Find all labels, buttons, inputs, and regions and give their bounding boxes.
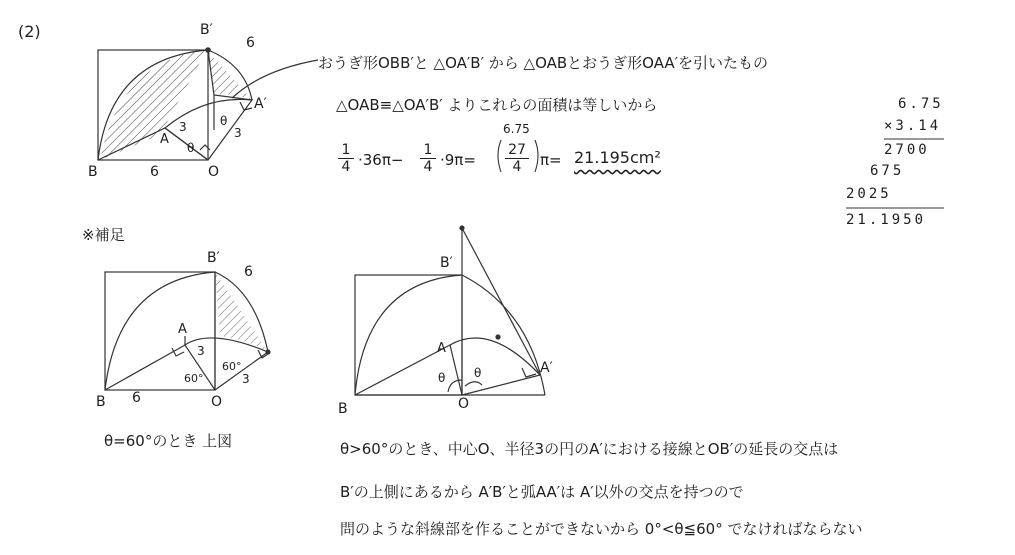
formula-frac1: [338, 142, 354, 175]
calc-line1: 6.75: [898, 96, 944, 112]
calc-line6: 21.1950: [846, 212, 927, 228]
frac2-num: 1: [420, 142, 436, 159]
br-label-theta-b: θ: [474, 366, 482, 380]
top-label-6-top: 6: [246, 35, 255, 51]
br-tangent-line: [462, 228, 540, 375]
bl-label-6-top: 6: [244, 264, 253, 280]
top-figure: [98, 48, 318, 160]
bl-label-6-bottom: 6: [132, 390, 141, 406]
top-label-A: A: [160, 132, 169, 147]
br-label-theta-a: θ: [438, 371, 446, 385]
top-label-Aprime: A′: [254, 96, 267, 112]
br-label-B: B: [338, 401, 348, 417]
formula-term3: π=: [540, 151, 562, 169]
explanation-line1: おうぎ形OBB′と △OA′B′ から △OABとおうぎ形OAA′を引いたもの: [318, 54, 769, 72]
top-label-Bprime: B′: [200, 22, 213, 38]
br-arc-BBprime: [355, 275, 462, 395]
formula-above-frac3: 6.75: [503, 122, 530, 136]
bl-label-60a: 60°: [184, 372, 204, 385]
bl-hatched-region: [215, 272, 268, 352]
br-square: [355, 275, 462, 395]
calc-line4: 675: [870, 163, 905, 179]
top-label-theta-a: θ: [187, 141, 195, 155]
bl-label-B: B: [96, 394, 106, 410]
br-label-Aprime: A′: [540, 360, 553, 376]
supplement-label: ※補足: [82, 226, 125, 244]
explanation-line2: △OAB≡△OA′B′ よりこれらの面積は等しいから: [336, 96, 658, 114]
top-label-3a: 3: [179, 120, 187, 134]
br-arc-AAprime: [450, 338, 540, 375]
br-label-A: A: [437, 341, 446, 356]
frac3-num: 27: [505, 142, 529, 159]
top-label-3b: 3: [234, 126, 242, 140]
br-label-O: O: [458, 396, 470, 412]
formula-term2: ·9π=: [440, 151, 476, 169]
problem-number: (2): [18, 22, 41, 41]
bl-caption: θ=60°のとき 上図: [104, 432, 233, 450]
top-label-6-bottom: 6: [150, 164, 159, 180]
frac3-den: 4: [512, 159, 522, 175]
formula-term1: ·36π−: [358, 151, 404, 169]
conclusion-line1: θ>60°のとき、中心O、半径3の円のA′における接線とOB′の延長の交点は: [340, 440, 839, 458]
bl-label-3b: 3: [242, 372, 250, 386]
frac1-den: 4: [341, 159, 351, 175]
conclusion-line3: 問のような斜線部を作ることができないから 0°<θ≦60° でなければならない: [340, 520, 863, 538]
top-label-O: O: [208, 164, 220, 180]
bottom-right-figure: [355, 226, 545, 395]
frac1-num: 1: [338, 142, 354, 159]
formula-frac3: [505, 142, 529, 175]
calc-line5: 2025: [846, 186, 892, 202]
bl-label-60b: 60°: [222, 360, 242, 373]
top-label-B: B: [88, 164, 98, 180]
conclusion-line2: B′の上側にあるから A′B′と弧AA′は A′以外の交点を持つので: [340, 483, 744, 501]
bl-label-O: O: [211, 394, 223, 410]
formula-frac2: [420, 142, 436, 175]
bl-label-Bprime: B′: [207, 250, 220, 266]
bl-label-A: A: [178, 322, 187, 337]
br-label-Bprime: B′: [440, 255, 453, 271]
formula-answer: 21.195cm²: [574, 148, 661, 167]
calc-line2: ×3.14: [884, 118, 942, 134]
calc-line3: 2700: [884, 142, 930, 158]
top-label-theta-b: θ: [220, 114, 228, 128]
frac2-den: 4: [423, 159, 433, 175]
bl-label-3a: 3: [197, 344, 205, 358]
